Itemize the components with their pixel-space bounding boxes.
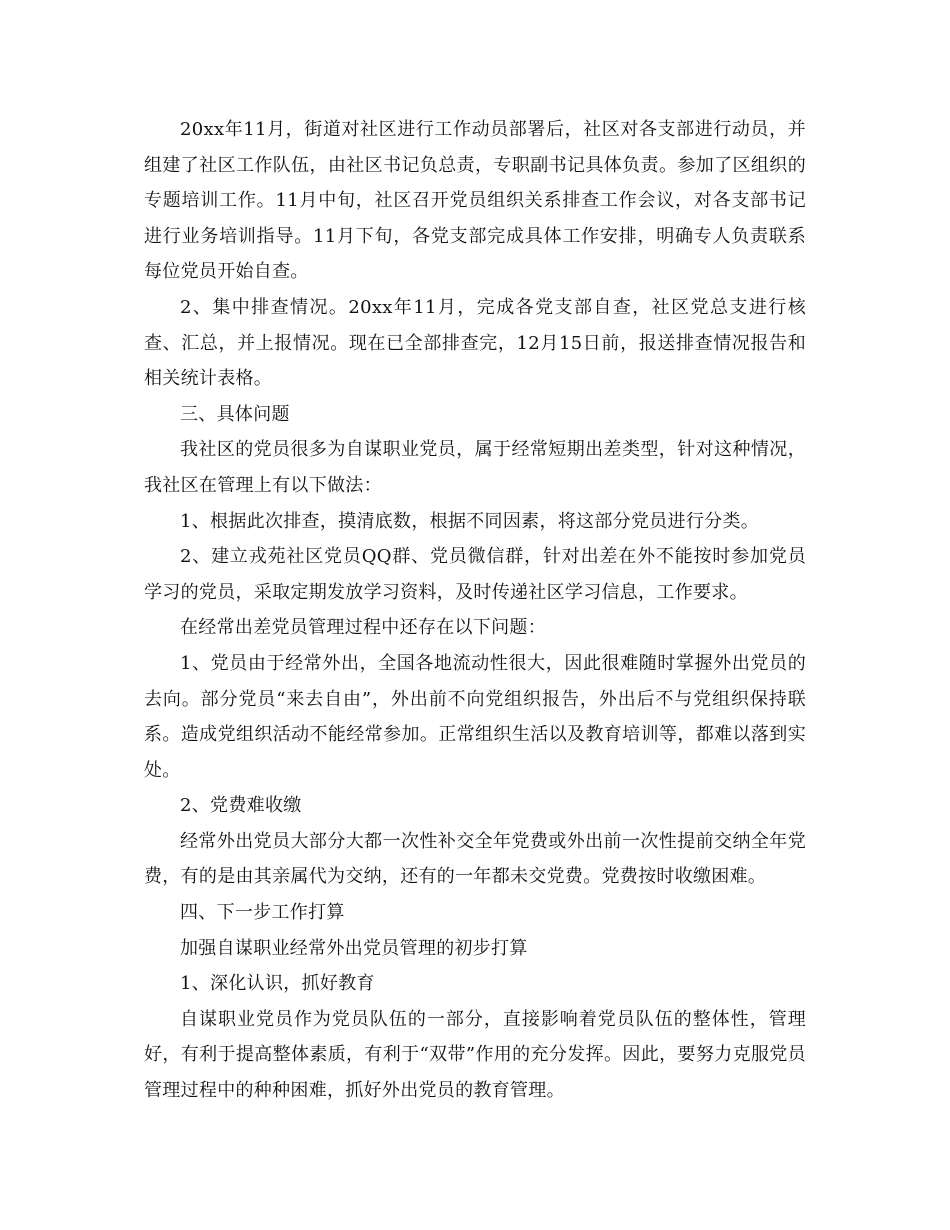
paragraph-centralized-check: 2、集中排查情况。20xx年11月，完成各党支部自查，社区党总支进行核查、汇总，并上报情况。现在已全部排查完，12月15日前，报送排查情况报告和相关统计表格。 [144,296,806,390]
paragraph-plan-title: 加强自谋职业经常外出党员管理的初步打算 [180,937,528,959]
paragraph-mobility-problem: 1、党员由于经常外出，全国各地流动性很大，因此很难随时掌握外出党员的去向。部分党员“来去自由”，外出前不向党组织报告，外出后不与党组织保持联系。造成党组织活动不能经常参加。正常组织生活以及教育培训等，都难以落到实处。 [144,652,806,781]
paragraph-dues-heading: 2、党费难收缴 [180,795,302,817]
section-heading-next-steps: 四、下一步工作打算 [180,902,345,924]
paragraph-education-management: 自谋职业党员作为党员队伍的一部分，直接影响着党员队伍的整体性，管理好，有利于提高整体素质，有利于“双带”作用的充分发挥。因此，要努力克服党员管理过程中的种种困难，抓好外出党员的教育管理。 [144,1008,806,1102]
paragraph-community-practice: 我社区的党员很多为自谋职业党员，属于经常短期出差类型，针对这种情况，我社区在管理上有以下做法： [144,439,806,496]
document-body [144,112,806,1109]
paragraph-dues-detail: 经常外出党员大部分大都一次性补交全年党费或外出前一次性提前交纳全年党费，有的是由其亲属代为交纳，还有的一年都未交党费。党费按时收缴困难。 [144,830,806,888]
paragraph-classify-members: 1、根据此次排查，摸清底数，根据不同因素，将这部分党员进行分类。 [180,510,760,532]
paragraph-existing-problems: 在经常出差党员管理过程中还存在以下问题： [180,617,546,639]
paragraph-online-groups: 2、建立戎苑社区党员QQ群、党员微信群，针对出差在外不能按时参加党员学习的党员，采取定期发放学习资料，及时传递社区学习信息，工作要求。 [144,546,806,603]
paragraph-mobilization: 20xx年11月，街道对社区进行工作动员部署后，社区对各支部进行动员，并组建了社区工作队伍，由社区书记负总责，专职副书记具体负责。参加了区组织的专题培训工作。11月中旬，社区召开党员组织关系排查工作会议，对各支部书记进行业务培训指导。11月下旬，各党支部完成具体工作安排，明确专人负责联系每位党员开始自查。 [144,119,806,283]
section-heading-specific-problems: 三、具体问题 [180,403,290,425]
paragraph-deepen-understanding: 1、深化认识，抓好教育 [180,973,375,995]
